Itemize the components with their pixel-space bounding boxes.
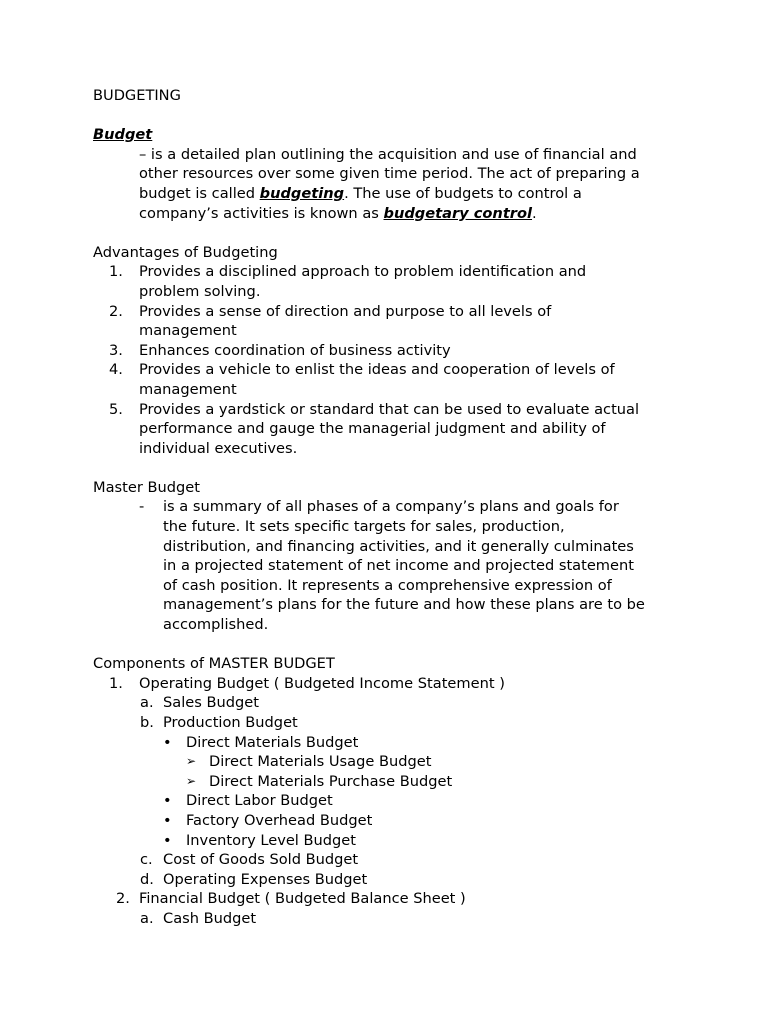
list-letter: c. — [140, 851, 153, 869]
bullet-icon: • — [163, 792, 172, 810]
advantage-item — [109, 302, 693, 341]
dash-marker: - — [139, 498, 145, 516]
advantage-text — [139, 262, 693, 301]
document-page — [93, 86, 693, 929]
list-item-factory-overhead-budget — [163, 811, 693, 831]
list-item-cogs-budget — [140, 850, 693, 870]
advantage-line: performance and gauge the managerial judgment and ability of — [139, 420, 606, 438]
bullet-icon: • — [163, 733, 172, 751]
advantage-line: Provides a sense of direction and purpose to all levels of — [139, 302, 552, 320]
list-item-label: Cost of Goods Sold Budget — [163, 851, 359, 869]
list-item-dm-usage-budget — [186, 752, 693, 772]
advantage-line: management — [139, 380, 237, 398]
list-letter: b. — [140, 714, 154, 731]
master-budget-title: Master Budget — [93, 478, 200, 496]
master-budget-line: the future. It sets specific targets for sales, production, — [163, 518, 565, 536]
budget-def-line: other resources over some given time period. The act of preparing a — [139, 165, 640, 183]
budget-def-line: – is a detailed plan outlining the acquisition and use of financial and — [139, 145, 637, 163]
advantage-item — [109, 360, 693, 399]
advantage-text — [139, 360, 693, 399]
advantage-line: Enhances coordination of business activity — [139, 341, 451, 359]
budget-def-line — [139, 184, 693, 204]
list-letter: a. — [140, 909, 154, 927]
advantage-item — [109, 262, 693, 301]
advantage-text — [139, 400, 693, 459]
bullet-icon: • — [163, 831, 172, 849]
list-item-label: Direct Labor Budget — [186, 792, 333, 810]
list-letter: d. — [140, 870, 154, 888]
list-number: 3. — [109, 341, 123, 359]
list-item-label: Cash Budget — [163, 909, 257, 927]
budgetary-control-term: budgetary control — [383, 204, 533, 222]
advantage-item — [109, 400, 693, 459]
advantage-line: Provides a yardstick or standard that can be used to evaluate actual — [139, 400, 640, 418]
list-number: 1. — [109, 674, 123, 692]
advantage-line: Provides a disciplined approach to problem identification and — [139, 263, 587, 281]
budget-term-label: Budget — [93, 126, 153, 144]
advantages-list — [93, 262, 693, 458]
list-item-financial-budget — [116, 889, 693, 909]
master-budget-line: in a projected statement of net income and projected statement — [163, 557, 634, 575]
advantage-line: Provides a vehicle to enlist the ideas and cooperation of levels of — [139, 361, 615, 379]
list-number: 1. — [109, 263, 123, 281]
text-span: . — [532, 204, 537, 222]
list-number: 2. — [109, 302, 123, 320]
list-item-cash-budget — [140, 909, 693, 929]
advantage-item — [109, 341, 693, 361]
budget-def-line — [139, 204, 693, 224]
list-item-label: Production Budget — [163, 714, 298, 731]
list-item-label: Factory Overhead Budget — [186, 811, 373, 829]
list-item-label: Financial Budget ( Budgeted Balance Sheet ) — [139, 890, 466, 908]
arrow-bullet-icon: ➢ — [186, 773, 197, 788]
list-item-label: Direct Materials Purchase Budget — [209, 772, 453, 790]
list-item-sales-budget — [140, 693, 693, 713]
list-item-operating-budget — [109, 674, 693, 694]
components-title: Components of MASTER BUDGET — [93, 655, 335, 673]
budget-term — [93, 125, 693, 145]
list-item-direct-labor-budget — [163, 791, 693, 811]
list-item-label: Direct Materials Usage Budget — [209, 753, 432, 771]
master-budget-line: is a summary of all phases of a company’s plans and goals for — [163, 498, 619, 516]
list-number: 4. — [109, 361, 123, 379]
arrow-bullet-icon: ➢ — [186, 754, 197, 769]
master-budget-text — [163, 497, 693, 634]
master-budget-line: management’s plans for the future and how these plans are to be — [163, 596, 645, 614]
bullet-icon: • — [163, 811, 172, 829]
master-budget-definition — [139, 497, 693, 634]
list-item-label: Sales Budget — [163, 694, 259, 712]
budget-definition — [139, 145, 693, 223]
list-item-label: Operating Budget ( Budgeted Income Statement ) — [139, 674, 505, 692]
master-budget-line: of cash position. It represents a comprehensive expression of — [163, 576, 612, 594]
list-item-inventory-level-budget — [163, 831, 693, 851]
list-item-production-budget — [140, 713, 693, 733]
advantages-title: Advantages of Budgeting — [93, 243, 278, 261]
advantage-line: problem solving. — [139, 282, 261, 300]
list-letter: a. — [140, 694, 154, 712]
advantage-line: management — [139, 322, 237, 340]
list-item-opex-budget — [140, 870, 693, 890]
master-budget-line: accomplished. — [163, 616, 269, 634]
list-item-label: Inventory Level Budget — [186, 831, 356, 849]
advantage-line: individual executives. — [139, 439, 298, 457]
list-item-dm-purchase-budget — [186, 772, 693, 792]
text-span: . The use of budgets to control a — [344, 184, 582, 202]
text-span: company’s activities is known as — [139, 204, 384, 222]
text-span: budget is called — [139, 184, 260, 202]
list-number: 5. — [109, 400, 123, 418]
list-item-label: Operating Expenses Budget — [163, 870, 368, 888]
list-number: 2. — [116, 890, 130, 908]
advantage-text — [139, 302, 693, 341]
list-item-label: Direct Materials Budget — [186, 733, 359, 751]
list-item-direct-materials-budget — [163, 733, 693, 753]
master-budget-line: distribution, and financing activities, and it generally culminates — [163, 537, 634, 555]
budgeting-term: budgeting — [259, 184, 345, 202]
advantage-text — [139, 341, 693, 361]
document-heading: BUDGETING — [93, 87, 181, 104]
